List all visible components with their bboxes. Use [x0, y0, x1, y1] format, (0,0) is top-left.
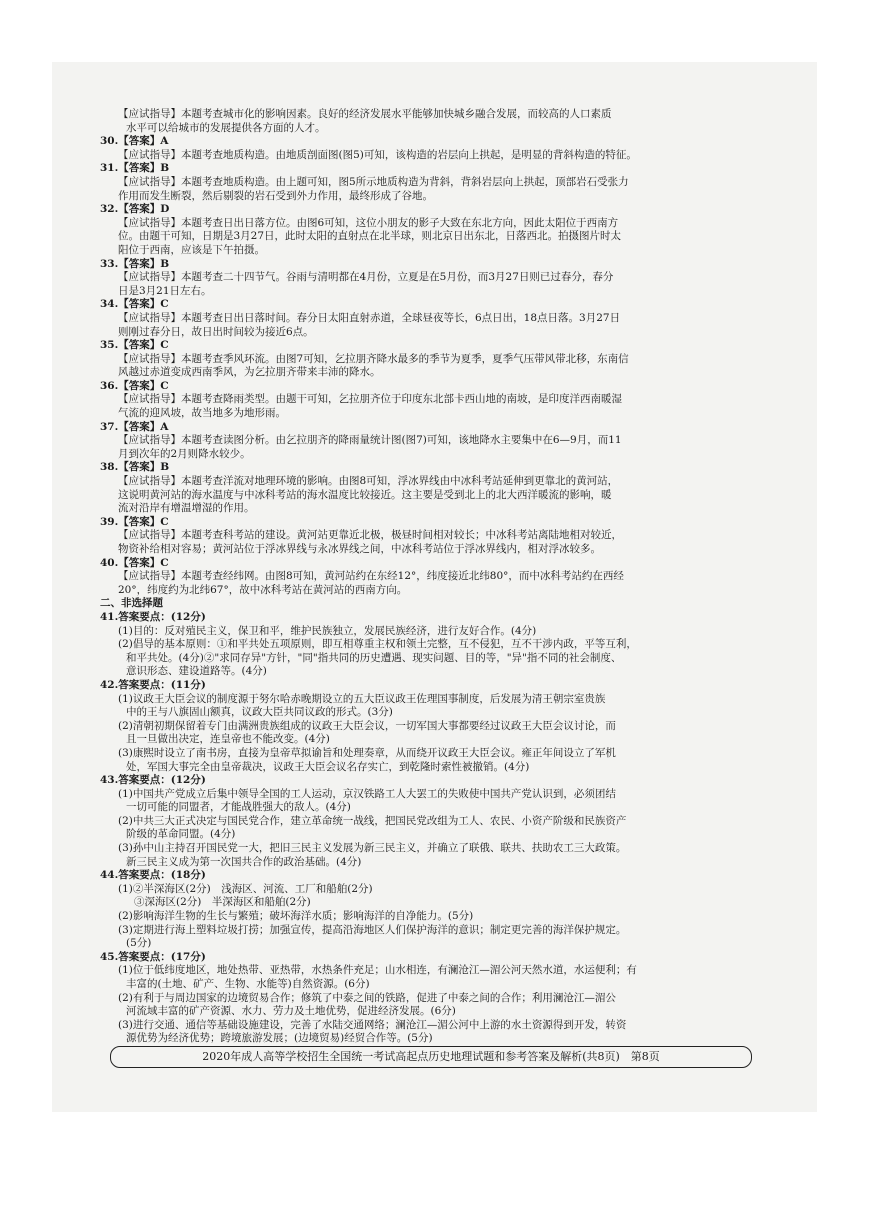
text-line: 丰富的(土地、矿产、生物、水能等)自然资源。(6分) — [126, 978, 370, 990]
answer-line: 31.【答案】B — [100, 162, 170, 175]
answer-line: 37.【答案】A — [100, 420, 169, 433]
text-line: ③深海区(2分) 半深海区和船舶(2分) — [134, 896, 311, 909]
text-line: 物资补给相对容易；黄河站位于浮冰界线与永冰界线之间，中冰科考站位于浮冰界线内，相对浮冰较多。 — [118, 543, 601, 555]
text-line: 中的王与八旗固山额真，议政大臣共同议政的形式。(3分) — [126, 706, 393, 719]
text-line: (1)中国共产党成立后集中领导全国的工人运动，京汉铁路工人大罢工的失败使中国共产党认识到，必须团结 — [118, 787, 616, 800]
text-line: 阶级的革命同盟。(4分) — [126, 828, 236, 841]
text-line: 【应试指导】本题考查洋流对地理环境的影响。由图8可知，浮冰界线由中冰科考站延伸到更靠北的黄河站， — [118, 475, 619, 488]
answer-line: 38.【答案】B — [100, 461, 170, 474]
text-line: 位。由题干可知，日期是3月27日，此时太阳的直射点在北半球，则北京日出东北，日落西北。拍摄图片时太 — [118, 230, 622, 243]
section-heading: 二、非选择题 — [100, 597, 163, 610]
answer-line: 32.【答案】D — [100, 203, 170, 216]
answer-line: 43.答案要点：(12分) — [100, 774, 206, 787]
text-line: 这说明黄河站的海水温度与中冰科考站的海水温度比较接近。这主要是受到北上的北大西洋暖流的影响，暖 — [118, 488, 612, 501]
text-line: 和平共处。(4分)②"求同存异"方针，"同"指共同的历史遭遇、现实问题、目的等，"异"指不同的社会制度、 — [126, 651, 622, 664]
text-line: (1)位于低纬度地区，地处热带、亚热带，水热条件充足；山水相连，有澜沧江—湄公河天然水道，水运便利；有 — [118, 964, 637, 977]
text-line: 【应试指导】本题考查降雨类型。由题干可知，乞拉朋齐位于印度东北部卡西山地的南坡，是印度洋西南暖湿 — [118, 393, 622, 406]
text-line: 处，军国大事完全由皇帝裁决，议政王大臣会议名存实亡，到乾隆时索性被撤销。(4分) — [126, 760, 530, 773]
text-line: (1)②半深海区(2分) 浅海区、河流、工厂和船舶(2分) — [118, 882, 373, 895]
text-line: 气流的迎风坡，故当地多为地形雨。 — [118, 407, 286, 420]
text-line: (1)议政王大臣会议的制度源于努尔哈赤晚期设立的五大臣议政王佐理国事制度，后发展为清王朝宗室贵族 — [118, 692, 606, 705]
page-footer: 2020年成人高等学校招生全国统一考试高起点历史地理试题和参考答案及解析(共8页) 第8页 — [110, 1046, 752, 1068]
text-line: 河流域丰富的矿产资源、水力、劳力及土地优势，促进经济发展。(6分) — [126, 1005, 456, 1018]
answer-line: 39.【答案】C — [100, 515, 169, 528]
text-line: 【应试指导】本题考查科考站的建设。黄河站更靠近北极，极昼时间相对较长；中冰科考站离陆地相对较近， — [118, 529, 622, 542]
answer-line: 45.答案要点：(17分) — [100, 950, 206, 963]
answer-line: 30.【答案】A — [100, 135, 169, 148]
text-line: (2)清朝初期保留着专门由满洲贵族组成的议政王大臣会议，一切军国大事都要经过议政王大臣会议讨论，而 — [118, 719, 616, 732]
answer-line: 36.【答案】C — [100, 379, 169, 392]
answer-line: 42.答案要点：(11分) — [100, 678, 206, 691]
text-line: (1)目的：反对殖民主义，保卫和平，维护民族独立，发展民族经济，进行友好合作。(4分) — [118, 624, 537, 637]
text-line: (3)孙中山主持召开国民党一大，把旧三民主义发展为新三民主义，并确立了联俄、联共、扶助农工三大政策。 — [118, 842, 627, 855]
text-line: 意识形态、建设道路等。(4分) — [126, 665, 267, 678]
text-line: (2)有利于与周边国家的边境贸易合作；修筑了中泰之间的铁路，促进了中泰之间的合作；利用澜沧江—湄公 — [118, 991, 616, 1004]
text-line: 【应试指导】本题考查读图分析。由乞拉朋齐的降雨量统计图(图7)可知，该地降水主要集中在6—9月，而11 — [118, 434, 622, 447]
text-line: 【应试指导】本题考查地质构造。由地质剖面图(图5)可知，该构造的岩层向上拱起，是明显的背斜构造的特征。 — [118, 148, 637, 161]
answer-line: 41.答案要点：(12分) — [100, 610, 206, 623]
text-line: 月到次年的2月则降水较少。 — [118, 447, 251, 460]
text-line: 【应试指导】本题考查日出日落时间。春分日太阳直射赤道，全球昼夜等长，6点日出，18点日落。3月27日 — [118, 311, 621, 324]
text-line: 新三民主义成为第一次国共合作的政治基础。(4分) — [126, 855, 362, 868]
text-line: 【应试指导】本题考查日出日落方位。由图6可知，这位小朋友的影子大致在东北方向，因此太阳位于西南方 — [118, 216, 619, 229]
text-line: 流对沿岸有增温增湿的作用。 — [118, 502, 255, 515]
text-line: 且一旦做出决定，连皇帝也不能改变。(4分) — [126, 733, 330, 746]
text-line: 【应试指导】本题考查城市化的影响因素。良好的经济发展水平能够加快城乡融合发展，而较高的人口素质 — [118, 108, 612, 120]
text-line: 阳位于西南，应该是下午拍摄。 — [118, 243, 265, 256]
text-line: 【应试指导】本题考查季风环流。由图7可知，乞拉朋齐降水最多的季节为夏季，夏季气压带风带北移，东南信 — [118, 352, 629, 365]
text-line: (2)影响海洋生物的生长与繁殖；破坏海洋水质；影响海洋的自净能力。(5分) — [118, 910, 474, 923]
answer-line: 44.答案要点：(18分) — [100, 869, 206, 882]
text-line: 则刚过春分日，故日出时间较为接近6点。 — [118, 325, 314, 338]
text-line: 【应试指导】本题考查经纬网。由图8可知，黄河站约在东经12°，纬度接近北纬80°，而中冰科考站约在西经 — [118, 570, 624, 583]
text-line: 【应试指导】本题考查地质构造。由上题可知，图5所示地质构造为背斜，背斜岩层向上拱起，顶部岩石受张力 — [118, 175, 629, 188]
answer-line: 33.【答案】B — [100, 257, 170, 270]
text-line: (2)中共三大正式决定与国民党合作，建立革命统一战线，把国民党改组为工人、农民、小资产阶级和民族资产 — [118, 814, 627, 827]
text-line: (3)定期进行海上塑料垃圾打捞；加强宣传，提高沿海地区人们保护海洋的意识；制定更完善的海洋保护规定。 — [118, 923, 627, 936]
answer-line: 34.【答案】C — [100, 298, 169, 311]
answer-line: 35.【答案】C — [100, 339, 169, 352]
text-line: 作用而发生断裂，然后剔裂的岩石受到外力作用，最终形成了谷地。 — [118, 189, 433, 202]
text-line: (5分) — [126, 937, 152, 950]
text-line: 一切可能的同盟者，才能战胜强大的敌人。(4分) — [126, 801, 351, 814]
answer-text — [100, 108, 754, 1046]
text-line: 20°，纬度约为北纬67°，故中冰科考站在黄河站的西南方向。 — [118, 583, 408, 596]
text-line: 水平可以给城市的发展提供各方面的人才。 — [126, 121, 326, 134]
text-line: 源优势为经济优势；跨境旅游发展；(边境贸易)经贸合作等。(5分) — [126, 1032, 433, 1045]
answer-line: 40.【答案】C — [100, 556, 169, 569]
text-line: 【应试指导】本题考查二十四节气。谷雨与清明都在4月份，立夏是在5月份，而3月27日则已过春分，春分 — [118, 271, 614, 284]
text-line: 风越过赤道变成西南季风，为乞拉朋齐带来丰沛的降水。 — [118, 366, 381, 379]
text-line: (3)进行交通、通信等基础设施建设，完善了水陆交通网络；澜沧江—湄公河中上游的水土资源得到开发，转资 — [118, 1018, 627, 1031]
text-line: (2)倡导的基本原则：①和平共处五项原则，即互相尊重主权和领土完整，互不侵犯，互不干涉内政，平等互利， — [118, 638, 637, 651]
text-line: (3)康熙时设立了南书房，直接为皇帝草拟谕旨和处理奏章，从而绕开议政王大臣会议。雍正年间设立了军机 — [118, 746, 616, 759]
text-line: 日是3月21日左右。 — [118, 284, 212, 297]
